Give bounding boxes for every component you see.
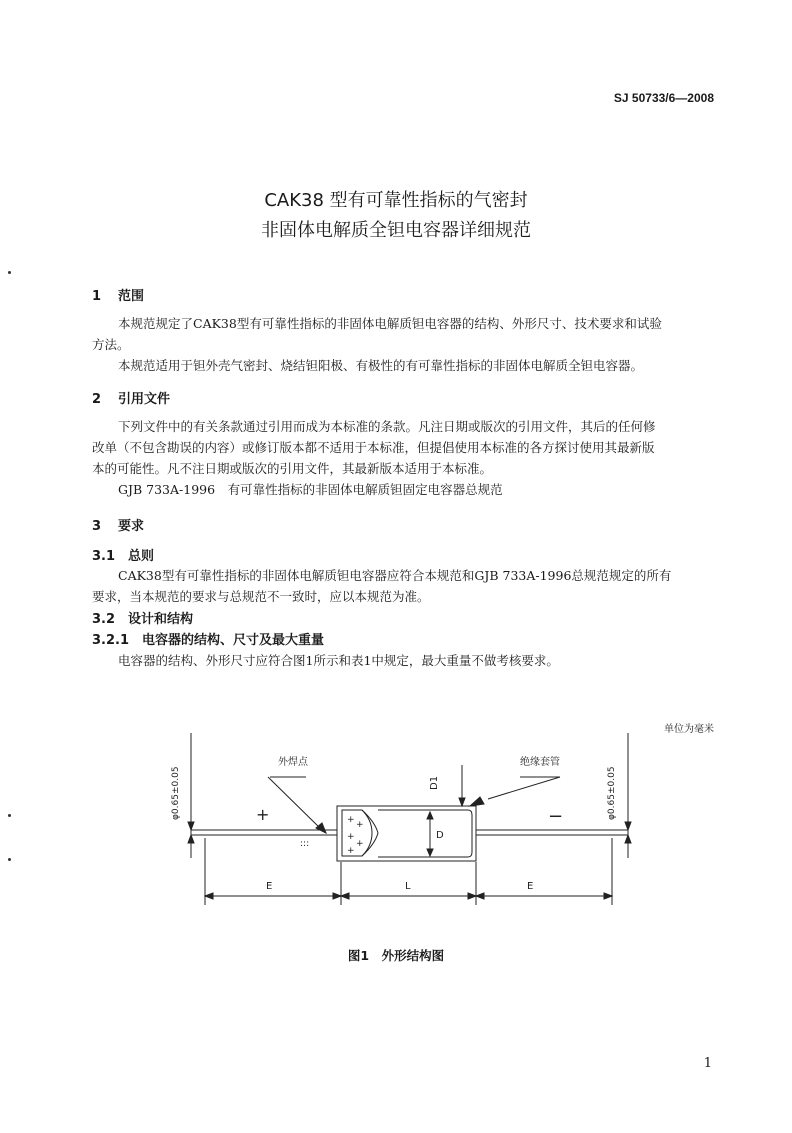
section-number: 3 bbox=[92, 519, 102, 534]
sleeve-leader-arrow bbox=[470, 797, 484, 806]
polarity-mark: + bbox=[347, 846, 355, 856]
polarity-mark: + bbox=[356, 820, 364, 830]
section-title: 电容器的结构、尺寸及最大重量 bbox=[142, 633, 325, 648]
capacitor-crimp bbox=[362, 810, 378, 856]
capacitor-case bbox=[378, 810, 472, 857]
figure-caption: 图1 外形结构图 bbox=[347, 948, 445, 963]
polarity-mark: + bbox=[347, 832, 355, 842]
reference-document: GJB 733A-1996 有可靠性指标的非固体电解质钽固定电容器总规范 bbox=[118, 482, 503, 497]
section-number: 3.2 bbox=[92, 612, 116, 627]
document-title-line1: CAK38 型有可靠性指标的气密封 bbox=[264, 190, 528, 211]
paragraph-line: 方法。 bbox=[92, 337, 130, 352]
standard-number: SJ 50733/6—2008 bbox=[613, 91, 714, 105]
dim-D-arrow-bottom bbox=[427, 849, 433, 856]
paragraph-line: CAK38型有可靠性指标的非固体电解质钽电容器应符合本规范和GJB 733A-1996总规范规定的所有 bbox=[118, 568, 672, 583]
dia-right-label: φ0.65±0.05 bbox=[607, 766, 617, 820]
dia-right-arrow-bottom bbox=[625, 835, 631, 843]
section-number: 3.1 bbox=[92, 549, 116, 564]
page-number: 1 bbox=[703, 1056, 712, 1071]
sleeve-label: 绝缘套管 bbox=[520, 757, 560, 768]
sleeve-leader-line bbox=[488, 777, 560, 799]
paragraph-line: 下列文件中的有关条款通过引用而成为本标准的条款。凡注日期或版次的引用文件，其后的任何修 bbox=[118, 419, 656, 434]
paragraph-line: 本的可能性。凡不注日期或版次的引用文件，其最新版本适用于本标准。 bbox=[92, 461, 493, 476]
dim-E-right-label: E bbox=[527, 881, 534, 892]
paragraph-line: 改单（不包含勘误的内容）或修订版本都不适用于本标准，但提倡使用本标准的各方探讨使用其最新版 bbox=[92, 440, 655, 455]
solder-point-label: 外焊点 bbox=[278, 757, 308, 768]
section-number: 2 bbox=[92, 392, 102, 407]
section-number: 3.2.1 bbox=[92, 633, 130, 648]
dia-left-arrow-top bbox=[188, 822, 194, 830]
dia-right-arrow-top bbox=[625, 822, 631, 830]
dia-left-label: φ0.65±0.05 bbox=[171, 766, 181, 820]
dim-D1-label: D1 bbox=[429, 775, 440, 790]
section-title: 范围 bbox=[118, 289, 145, 304]
plus-terminal-label: + bbox=[256, 805, 270, 824]
paragraph-line: 电容器的结构、外形尺寸应符合图1所示和表1中规定，最大重量不做考核要求。 bbox=[118, 653, 559, 668]
unit-note: 单位为毫米 bbox=[664, 724, 714, 735]
section-title: 总则 bbox=[128, 549, 155, 564]
polarity-mark: + bbox=[347, 815, 355, 825]
dim-D1-arrow bbox=[459, 798, 465, 806]
dim-E-left-label: E bbox=[266, 881, 273, 892]
paragraph-line: 本规范规定了CAK38型有可靠性指标的非固体电解质钽电容器的结构、外形尺寸、技术要求和试验 bbox=[118, 316, 662, 331]
section-title: 要求 bbox=[118, 519, 145, 534]
arrow bbox=[604, 893, 612, 899]
dim-L-label: L bbox=[405, 881, 411, 892]
dia-left-arrow-bottom bbox=[188, 835, 194, 843]
section-title: 引用文件 bbox=[118, 392, 171, 407]
lead-mark: ::: bbox=[300, 839, 310, 849]
paragraph-line: 要求，当本规范的要求与总规范不一致时，应以本规范为准。 bbox=[92, 589, 430, 604]
dim-D-arrow-top bbox=[427, 812, 433, 819]
paragraph-line: 本规范适用于钽外壳气密封、烧结钽阳极、有极性的有可靠性指标的非固体电解质全钽电容器。 bbox=[118, 358, 644, 373]
minus-terminal-label: − bbox=[548, 806, 564, 827]
dim-D-label: D bbox=[436, 830, 444, 841]
capacitor-sleeve bbox=[337, 806, 476, 861]
arrow bbox=[205, 893, 213, 899]
section-title: 设计和结构 bbox=[128, 612, 194, 627]
section-number: 1 bbox=[92, 289, 102, 304]
arrow bbox=[341, 893, 349, 899]
solder-leader-arrow bbox=[316, 823, 326, 833]
document-title-line2: 非固体电解质全钽电容器详细规范 bbox=[261, 220, 531, 241]
polarity-mark: + bbox=[356, 839, 364, 849]
solder-leader-line bbox=[268, 777, 322, 830]
arrow bbox=[476, 893, 484, 899]
